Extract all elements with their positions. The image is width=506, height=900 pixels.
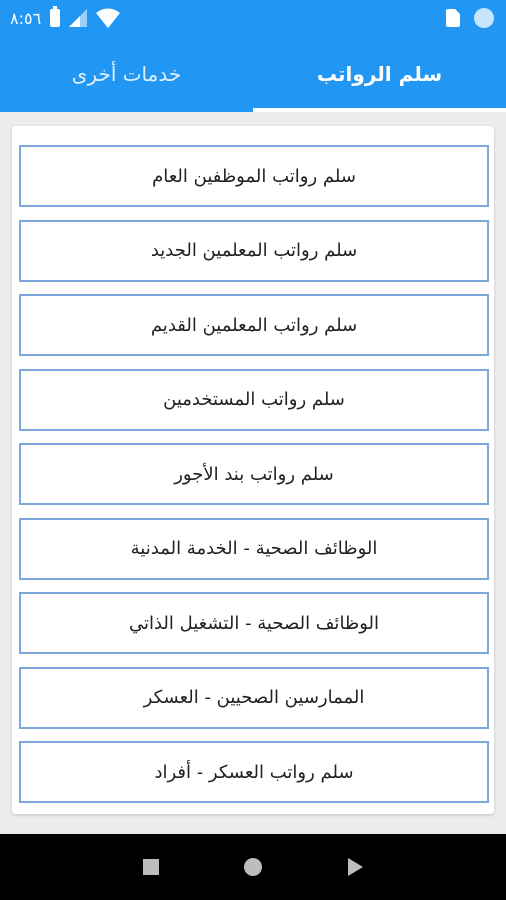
salary-item-old-teachers[interactable]: سلم رواتب المعلمين القديم [19,294,489,356]
tab-other-services[interactable]: خدمات أخرى [71,62,182,86]
salary-item-military-individuals[interactable]: سلم رواتب العسكر - أفراد [19,741,489,803]
status-indicators-left [10,6,120,30]
battery-icon [50,9,60,27]
salary-list [19,145,489,816]
circle-indicator-icon [474,8,494,28]
status-bar [0,0,506,36]
salary-item-general-employees[interactable]: سلم رواتب الموظفين العام [19,145,489,207]
home-button[interactable] [233,847,273,887]
back-triangle-icon [348,858,363,876]
wifi-icon [96,8,120,28]
salary-item-new-teachers[interactable]: سلم رواتب المعلمين الجديد [19,220,489,282]
sim-card-icon [446,9,460,27]
signal-icon [69,9,87,27]
salary-item-health-self-operation[interactable]: الوظائف الصحية - التشغيل الذاتي [19,592,489,654]
tab-salary-scale[interactable]: سلم الرواتب [253,36,506,112]
recents-button[interactable] [131,847,171,887]
recents-square-icon [143,859,159,875]
salary-item-health-civil-service[interactable]: الوظائف الصحية - الخدمة المدنية [19,518,489,580]
salary-item-wages-clause[interactable]: سلم رواتب بند الأجور [19,443,489,505]
tab-bar [0,36,506,112]
salary-list-card [12,126,494,814]
back-button[interactable] [335,847,375,887]
navigation-bar [0,834,506,900]
salary-item-staff[interactable]: سلم رواتب المستخدمين [19,369,489,431]
status-time: ٨:٥٦ [10,8,42,28]
home-circle-icon [244,858,262,876]
status-indicators-right [446,6,494,30]
salary-item-health-practitioners-military[interactable]: الممارسين الصحيين - العسكر [19,667,489,729]
